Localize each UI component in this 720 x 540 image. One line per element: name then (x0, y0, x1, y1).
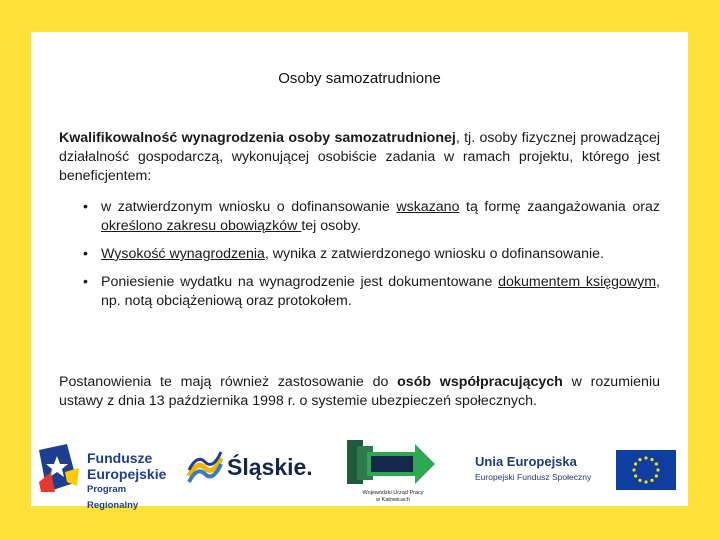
ue-title: Unia Europejska (475, 454, 577, 469)
slaskie-logo (187, 448, 317, 488)
wup-arrow-icon (343, 438, 443, 488)
closing-bold-text: osób współpracujących (397, 374, 563, 390)
bullet-text: tą formę zaangażowania oraz (459, 199, 660, 215)
fundusze-text (87, 450, 177, 514)
slaskie-wave-icon (187, 450, 223, 486)
intro-paragraph (59, 129, 660, 186)
unia-europejska-logo (475, 444, 680, 494)
closing-paragraph (59, 373, 660, 411)
bullet-text: , np. notą obciążeniową oraz protokołem. (101, 274, 660, 309)
bullet-text: , wynika z zatwierdzonego wniosku o dofinansowanie. (264, 246, 605, 262)
bullet-underlined-text: określono zakresu obowiązków (101, 218, 302, 234)
closing-text: Postanowienia te mają również zastosowanie do (59, 374, 398, 390)
wup-line1: Wojewódzki Urząd Pracy (362, 490, 424, 496)
slide-title: Osoby samozatrudnione (278, 70, 441, 87)
fundusze-line1: Fundusze (87, 450, 153, 466)
bullet-item (83, 273, 660, 311)
fundusze-europejskie-logo (37, 442, 177, 511)
closing-text: w rozumieniu ustawy z dnia 13 października 1998 r. o systemie ubezpieczeń społecznych. (59, 374, 660, 409)
bullet-underlined-text: dokumentem księgowym (498, 274, 657, 290)
bullet-text: w zatwierdzonym wniosku o dofinansowanie (101, 199, 397, 215)
intro-text: , tj. osoby fizycznej prowadzącej działalność gospodarczą, wykonującej osobiście zadania w ramach projektu, którego jest beneficjentem: (59, 130, 660, 184)
fundusze-line3: Program Regionalny (87, 484, 139, 511)
intro-bold-text: Kwalifikowalność wynagrodzenia osoby samozatrudnionej (59, 130, 456, 146)
bullet-item (83, 245, 660, 264)
fundusze-star-icon (37, 442, 81, 494)
bullet-item (83, 198, 660, 236)
bullet-underlined-text: Wysokość wynagrodzenia (101, 246, 265, 262)
bullet-text: tej osoby. (301, 218, 361, 234)
bullet-text: Poniesienie wydatku na wynagrodzenie jest dokumentowane (101, 274, 499, 290)
slide (31, 32, 688, 511)
bullet-list (83, 198, 660, 320)
bullet-underlined-text: wskazano (396, 199, 460, 215)
wup-line2: w Katowicach (376, 497, 410, 503)
wup-logo (343, 438, 443, 506)
slaskie-text: Śląskie. (227, 454, 313, 480)
fundusze-line2: Europejskie (87, 466, 167, 482)
wup-text (343, 490, 443, 504)
eu-flag-icon (616, 450, 676, 490)
logo-bar (31, 434, 688, 511)
ue-subtitle: Europejski Fundusz Społeczny (475, 472, 592, 482)
